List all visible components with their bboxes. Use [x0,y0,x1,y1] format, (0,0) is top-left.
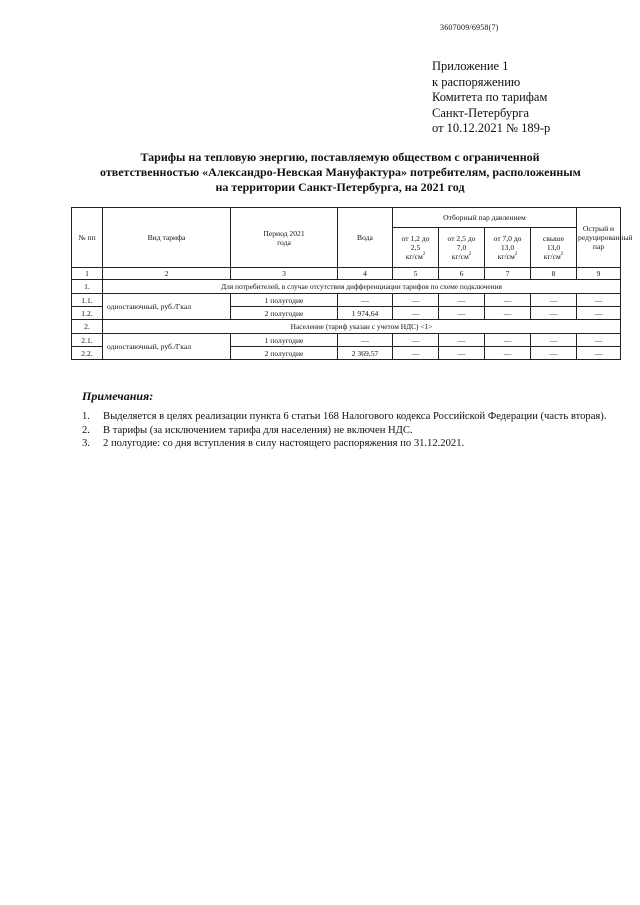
row-cell: — [531,334,577,347]
column-number: 2 [103,268,231,280]
column-number: 4 [338,268,393,280]
column-number: 1 [72,268,103,280]
section-label: Для потребителей, в случае отсутствия дифференциации тарифов по схеме подключения [103,280,621,294]
row-cell: — [393,334,439,347]
section-label: Население (тариф указан с учетом НДС) <1> [103,320,621,334]
column-number: 5 [393,268,439,280]
row-cell: — [577,334,621,347]
header-period: Период 2021 года [231,208,338,268]
row-water: — [338,294,393,307]
section-number: 2. [72,320,103,334]
row-period: 2 полугодие [231,307,338,320]
row-cell: — [531,347,577,360]
row-cell: — [485,307,531,320]
row-cell: — [531,307,577,320]
table-row [72,334,621,347]
row-cell: — [577,307,621,320]
steam-unit: кг/см [405,252,423,261]
steam-unit: кг/см [543,252,561,261]
row-cell: — [485,334,531,347]
steam-unit: кг/см [451,252,469,261]
header-type: Вид тарифа [103,208,231,268]
row-cell: — [485,294,531,307]
column-number: 7 [485,268,531,280]
tariff-type: одноставочный, руб./Гкал [103,294,231,320]
row-number: 2.2. [72,347,103,360]
column-number: 9 [577,268,621,280]
tariff-table [71,207,633,360]
row-cell: — [531,294,577,307]
header-steam-2 [439,228,485,268]
row-cell: — [439,334,485,347]
row-cell: — [485,347,531,360]
annex-line: Санкт-Петербурга [432,105,530,120]
note-text: Выделяется в целях реализации пункта 6 статьи 168 Налогового кодекса Российской Федерации (часть вторая). [103,411,607,422]
notes-title: Примечания: [82,389,154,403]
row-number: 2.1. [72,334,103,347]
note-item [82,437,622,451]
row-cell: — [439,294,485,307]
note-text: 2 полугодие: со дня вступления в силу настоящего распоряжения по 31.12.2021. [103,438,465,449]
annex-block [432,59,550,137]
header-row [72,208,621,228]
header-steam-3 [485,228,531,268]
annex-line: от 10.12.2021 № 189-р [432,121,551,135]
note-number: 1. [82,411,90,422]
row-water: 1 974,64 [338,307,393,320]
notes-list [82,410,622,451]
title-line: Тарифы на тепловую энергию, поставляемую обществом с ограниченной [140,150,540,164]
row-period: 1 полугодие [231,294,338,307]
row-cell: — [439,347,485,360]
tariff-type: одноставочный, руб./Гкал [103,334,231,360]
title-line: ответственностью «Александро-Невская Мануфактура» потребителям, расположенным [100,165,581,179]
document-number: 3607009/6958(7) [440,23,499,32]
table-row [72,294,621,307]
steam-range: свыше 13,0 [542,234,565,252]
row-water: 2 369,57 [338,347,393,360]
column-numbers-row [72,268,621,280]
header-sharp-steam: Острый и редуцированный пар [577,208,621,268]
row-cell: — [393,294,439,307]
column-number: 3 [231,268,338,280]
row-period: 2 полугодие [231,347,338,360]
note-text: В тарифы (за исключением тарифа для населения) не включен НДС. [103,424,413,436]
steam-range: от 2,5 до 7,0 [447,234,476,252]
title-line: на территории Санкт-Петербурга, на 2021 год [215,180,465,194]
section-row [72,320,621,334]
steam-range: от 7,0 до 13,0 [493,234,522,252]
row-cell: — [393,307,439,320]
row-period: 1 полугодие [231,334,338,347]
note-number: 2. [82,424,90,436]
row-number: 1.2. [72,307,103,320]
annex-line: Комитета по тарифам [432,90,548,104]
header-water: Вода [338,208,393,268]
annex-line: к распоряжению [432,74,521,89]
header-steam-1 [393,228,439,268]
row-cell: — [439,307,485,320]
column-number: 6 [439,268,485,280]
annex-line: Приложение 1 [432,59,509,73]
steam-unit: кг/см [497,252,515,261]
row-cell: — [577,347,621,360]
header-steam-group: Отборный пар давлением [393,208,577,228]
header-num: № пп [72,208,103,268]
unit-exponent: 2 [468,252,472,257]
section-number: 1. [72,280,103,294]
unit-exponent: 2 [422,252,426,257]
note-item [82,424,622,438]
unit-exponent: 2 [514,252,518,257]
note-item [82,410,622,424]
note-number: 3. [82,438,90,449]
row-number: 1.1. [72,294,103,307]
section-row [72,280,621,294]
row-water: — [338,334,393,347]
unit-exponent: 2 [560,252,564,257]
column-number: 8 [531,268,577,280]
document-title [100,150,580,195]
row-cell: — [393,347,439,360]
row-cell: — [577,294,621,307]
header-steam-4 [531,228,577,268]
steam-range: от 1,2 до 2,5 [401,234,430,252]
